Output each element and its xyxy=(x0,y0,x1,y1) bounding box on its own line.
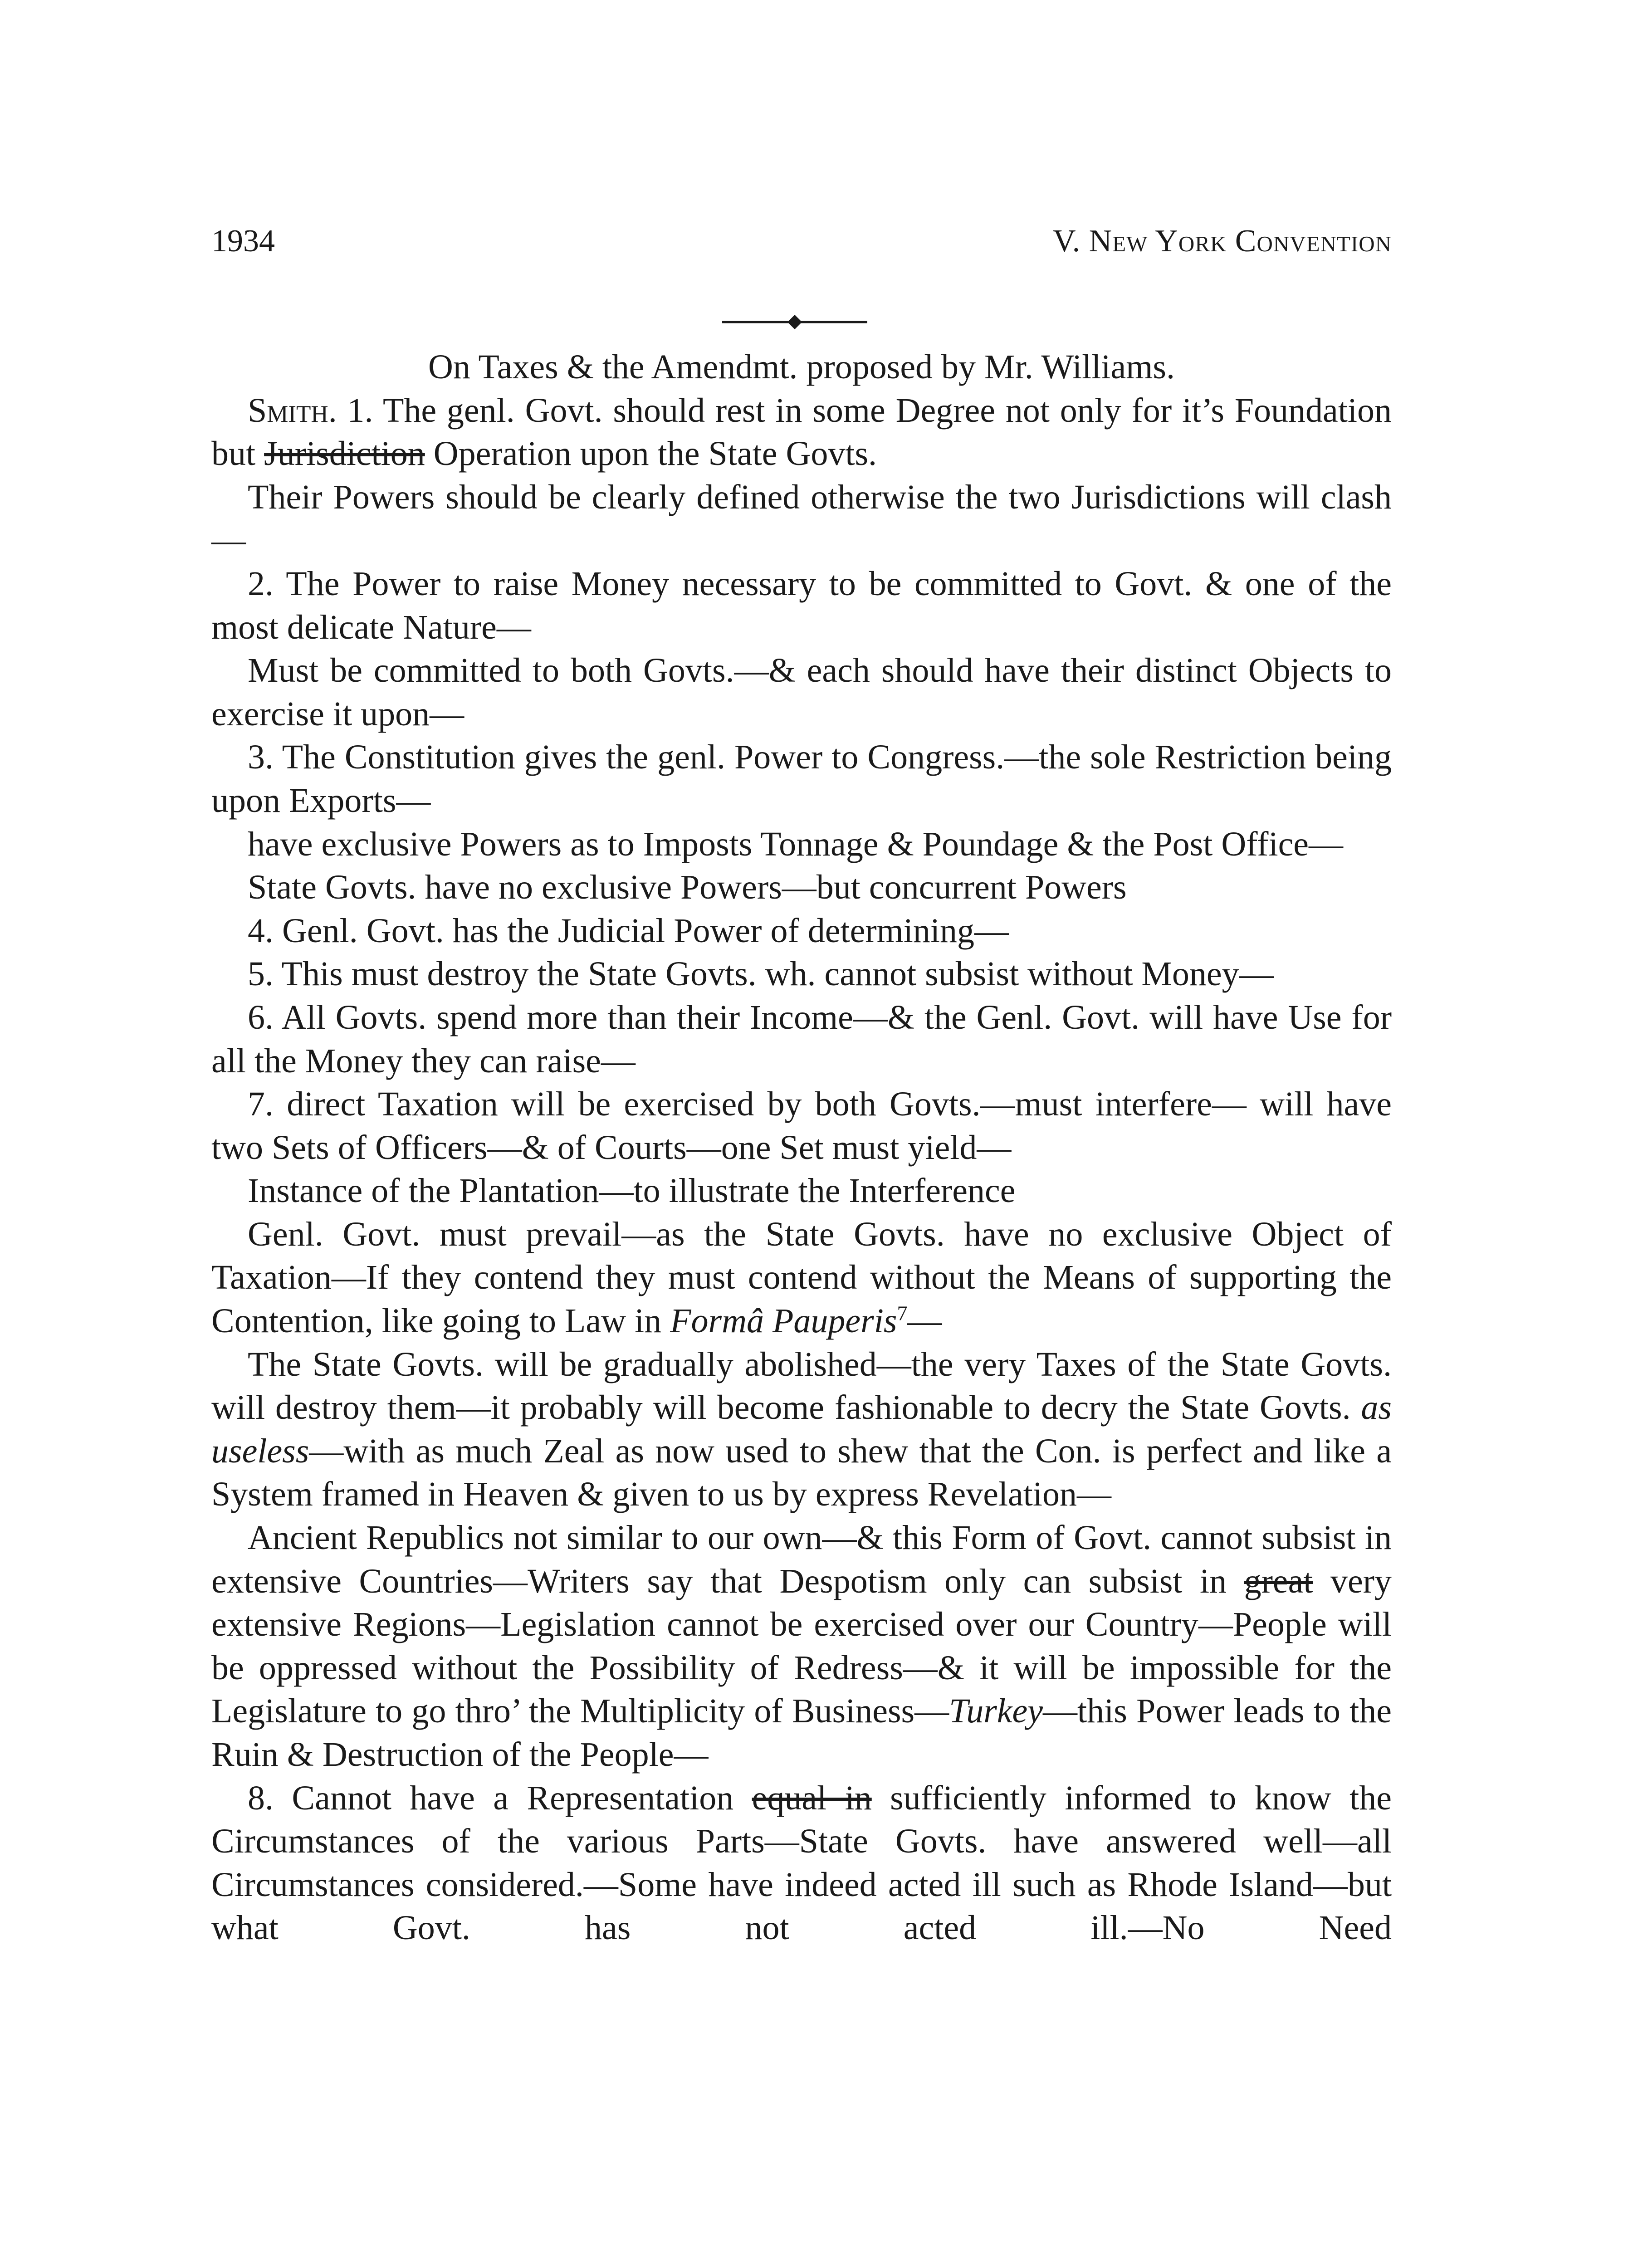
text-run: . 1. The genl. Govt. should rest in some Degree not only for it’s Foundation but xyxy=(211,391,1392,473)
paragraph xyxy=(211,1777,1392,1950)
text-run: — xyxy=(907,1302,942,1340)
paragraph: State Govts. have no exclusive Powers—but concurrent Powers xyxy=(248,868,1127,907)
struck-text: great xyxy=(1244,1562,1313,1600)
paragraph: have exclusive Powers as to Imposts Tonnage & Poundage & the Post Office— xyxy=(248,825,1344,863)
text-run: The State Govts. will be gradually abolished—the very Taxes of the State Govts. will destroy them—it probably will become fashionable to decry the State Govts. xyxy=(211,1345,1392,1427)
text-run: —this Power leads to the Ruin & Destruction of the People— xyxy=(211,1692,1392,1774)
paragraph: Instance of the Plantation—to illustrate the Interference xyxy=(248,1172,1016,1210)
paragraph: 3. The Constitution gives the genl. Power to Congress.—the sole Restriction being upon Exports— xyxy=(211,738,1392,820)
document-body xyxy=(211,346,1392,1950)
paragraph: Must be committed to both Govts.—& each should have their distinct Objects to exercise it upon— xyxy=(211,651,1392,733)
italic-text: Formâ Pauperis xyxy=(670,1302,897,1340)
paragraph: 2. The Power to raise Money necessary to be committed to Govt. & one of the most delicate Nature— xyxy=(211,564,1392,646)
text-run: Ancient Republics not similar to our own—& this Form of Govt. cannot subsist in extensive Countries—Writers say that Despotism only can subsist in xyxy=(211,1519,1392,1600)
page-number: 1934 xyxy=(211,224,275,259)
paragraph: 6. All Govts. spend more than their Income—& the Genl. Govt. will have Use for all the Money they can raise— xyxy=(211,998,1392,1080)
text-run: Genl. Govt. must prevail—as the State Govts. have no exclusive Object of Taxation—If they contend they must contend without the Means of supporting the Contention, like going to Law in xyxy=(211,1215,1392,1340)
paragraph: 7. direct Taxation will be exercised by both Govts.—must interfere— will have two Sets of Officers—& of Courts—one Set must yield— xyxy=(211,1085,1392,1167)
text-run: —with as much Zeal as now used to shew that the Con. is perfect and like a System framed in Heaven & given to us by express Revelation— xyxy=(211,1432,1392,1514)
struck-text: Jurisdiction xyxy=(264,435,425,473)
paragraph xyxy=(211,1516,1392,1777)
text-run: sufficiently informed to know the Circumstances of the various Parts—State Govts. have answered well—all Circumstances considered.—Some have indeed acted ill such as Rhode Island—but what Govt. has not acted ill.—No Need xyxy=(211,1779,1392,1947)
paragraph xyxy=(211,1213,1392,1343)
paragraph-smith-1 xyxy=(211,389,1392,476)
footnote-marker: 7 xyxy=(897,1301,908,1325)
speaker-name: Smith xyxy=(248,391,328,430)
text-run: Operation upon the State Govts. xyxy=(425,435,877,473)
paragraph xyxy=(211,1343,1392,1516)
paragraph: 4. Genl. Govt. has the Judicial Power of determining— xyxy=(248,911,1009,950)
text-run: 8. Cannot have a Representation xyxy=(248,1779,752,1817)
italic-text: Turkey xyxy=(949,1692,1043,1730)
text-run: very extensive Regions—Legislation cannot be exercised over our Country—People will be oppressed without the Possibility of Redress—& it will be impossible for the Legislature to go thro’ the Multiplicity of Business— xyxy=(211,1562,1392,1730)
paragraph: 5. This must destroy the State Govts. wh. cannot subsist without Money— xyxy=(248,955,1274,993)
italic-text: as useless xyxy=(211,1388,1392,1470)
running-head: V. New York Convention xyxy=(1053,224,1392,259)
section-title: On Taxes & the Amendmt. proposed by Mr. Williams. xyxy=(428,348,1175,386)
struck-text: equal in xyxy=(752,1779,872,1817)
diamond-ornament-icon xyxy=(722,313,867,331)
paragraph: Their Powers should be clearly defined otherwise the two Jurisdictions will clash— xyxy=(211,478,1392,560)
page-header xyxy=(211,223,1392,259)
